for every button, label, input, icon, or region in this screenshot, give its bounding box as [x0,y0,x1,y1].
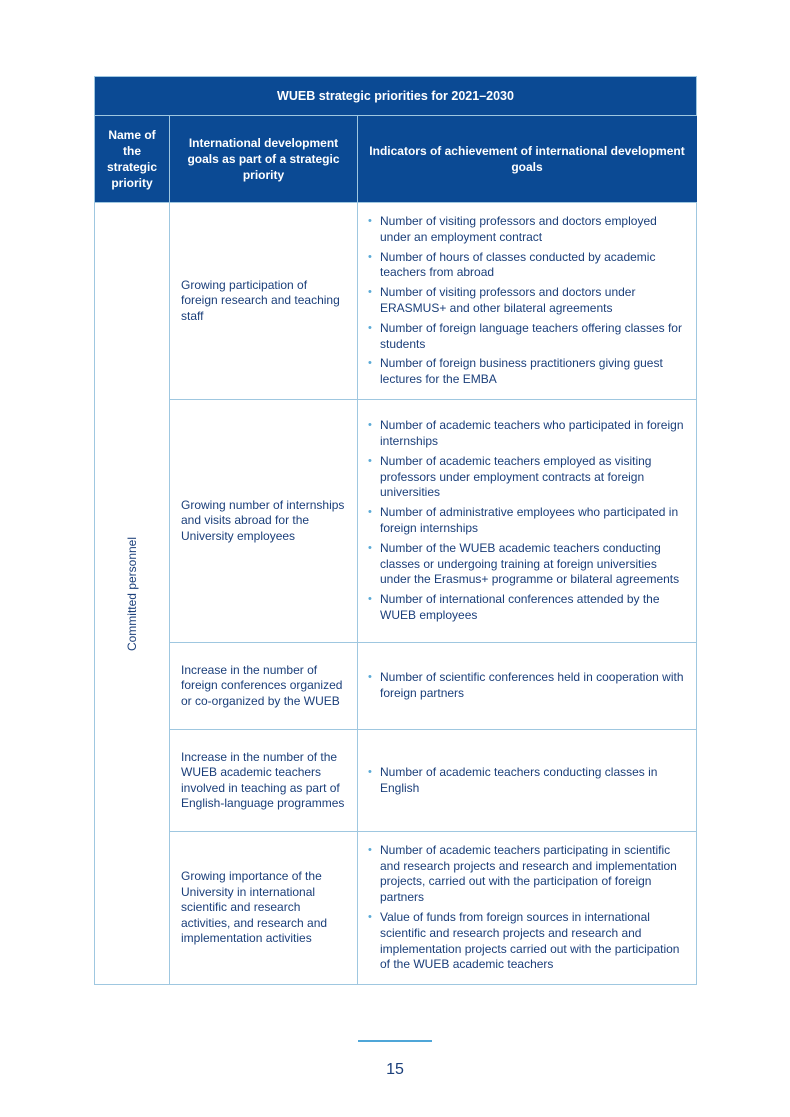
table-row [95,730,697,832]
indicator-list [366,843,688,973]
goal-cell: Increase in the number of foreign conferences organized or co-organized by the WUEB [170,643,358,730]
header-priority: Name of the strategic priority [95,116,170,203]
indicator-item: • Number of academic teachers conducting classes in English [366,765,688,797]
indicator-item: • Number of visiting professors and doctors employed under an employment contract [366,214,688,246]
indicator-list [366,418,688,624]
strategic-priorities-table [94,76,697,985]
indicator-item: • Value of funds from foreign sources in international scientific and research projects and research and implementation projects carried out with the participation of the WUEB academic teachers [366,910,688,973]
priority-name: Committed personnel [125,536,139,651]
indicator-item: • Number of international conferences attended by the WUEB employees [366,592,688,624]
indicator-list [366,765,688,797]
table-row [95,203,697,400]
footer-divider [358,1040,432,1042]
indicator-item: • Number of foreign language teachers offering classes for students [366,321,688,353]
indicator-item: • Number of academic teachers participating in scientific and research projects and research and implementation projects, carried out with the participation of foreign partners [366,843,688,906]
page-number: 15 [386,1061,404,1078]
indicator-item: • Number of academic teachers employed as visiting professors under employment contracts at foreign universities [366,454,688,501]
goal-cell: Growing participation of foreign research and teaching staff [170,203,358,400]
goal-cell: Growing number of internships and visits abroad for the University employees [170,400,358,643]
indicator-item: • Number of visiting professors and doctors under ERASMUS+ and other bilateral agreements [366,285,688,317]
indicators-cell [358,730,697,832]
header-goals: International development goals as part of a strategic priority [170,116,358,203]
indicator-item: • Number of foreign business practitioners giving guest lectures for the EMBA [366,356,688,388]
indicators-cell [358,400,697,643]
table-row [95,832,697,985]
indicators-cell [358,643,697,730]
indicator-item: • Number of hours of classes conducted by academic teachers from abroad [366,250,688,282]
header-indicators: Indicators of achievement of international development goals [358,116,697,203]
goal-cell: Growing importance of the University in international scientific and research activities, and research and implementation activities [170,832,358,985]
goal-cell: Increase in the number of the WUEB academic teachers involved in teaching as part of English-language programmes [170,730,358,832]
indicators-cell [358,203,697,400]
indicator-item: • Number of the WUEB academic teachers conducting classes or undergoing training at foreign universities under the Erasmus+ programme or bilateral agreements [366,541,688,588]
indicator-list [366,670,688,702]
indicator-item: • Number of administrative employees who participated in foreign internships [366,505,688,537]
priority-cell [95,203,170,985]
indicators-cell [358,832,697,985]
table-row [95,400,697,643]
indicator-list [366,214,688,388]
table-row [95,643,697,730]
indicator-item: • Number of academic teachers who participated in foreign internships [366,418,688,450]
table-title: WUEB strategic priorities for 2021–2030 [95,77,697,116]
indicator-item: • Number of scientific conferences held in cooperation with foreign partners [366,670,688,702]
